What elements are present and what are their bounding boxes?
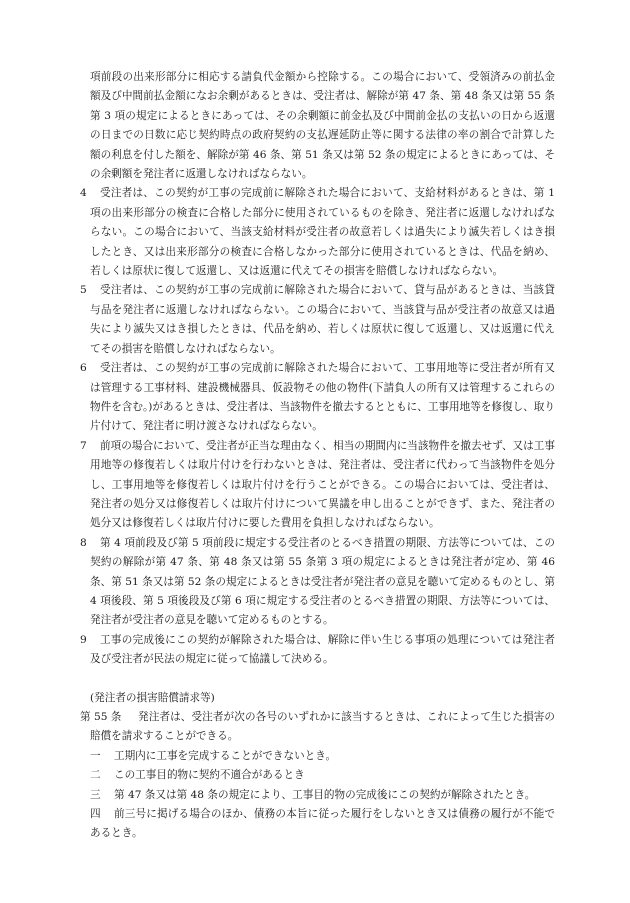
clause-paragraph-6 <box>80 359 555 437</box>
clause-number: 4 <box>80 187 87 200</box>
clause-paragraph-4 <box>80 184 555 281</box>
item-number: 二 <box>90 769 101 782</box>
document-body <box>80 68 555 844</box>
item-number: 四 <box>90 808 101 821</box>
article-number: 第 55 条 <box>80 711 122 723</box>
list-item-2 <box>80 766 555 785</box>
list-item-1 <box>80 747 555 766</box>
clause-text: 受注者は、この契約が工事の完成前に解除された場合において、貸与品があるときは、当該貸与品を発注者に返還しなければならない。この場合において、当該貸与品が受注者の故意又は過失により滅失又はき損したときは、代品を納め、若しくは原状に復して返還し、又は返還に代えてその損害を賠償しなければならない。 <box>90 284 555 355</box>
list-item-3 <box>80 786 555 805</box>
clause-number: 6 <box>80 362 87 375</box>
clause-text: 受注者は、この契約が工事の完成前に解除された場合において、支給材料があるときは、第 1 項の出来形部分の検査に合格した部分に使用されているものを除き、発注者に返還しなければならない。この場合において、当該支給材料が受注者の故意若しくは過失により滅失若しくはき損したとき、又は出来形部分の検査に合格しなかった部分に使用されているときは、代品を納め、若しくは原状に復して返還し、又は返還に代えてその損害を賠償しなければならない。 <box>90 187 555 278</box>
article-55 <box>80 708 555 747</box>
clause-text: 第 4 項前段及び第 5 項前段に規定する受注者のとるべき措置の期限、方法等については、この契約の解除が第 47 条、第 48 条又は第 55 条第 3 項の規定によるときは発注者が定め、第 46 条、第 51 条又は第 52 条の規定によるときは受注者が発注者の意見を聴いて定めるものとし、第 4 項後段、第 5 項後段及び第 6 項に規定する受注者のとるべき措置の期限、方法等については、発注者が受注者の意見を聴いて定めるものとする。 <box>90 536 555 627</box>
article-text: 発注者は、受注者が次の各号のいずれかに該当するときは、これによって生じた損害の賠償を請求することができる。 <box>90 711 555 743</box>
item-text: 第 47 条又は第 48 条の規定により、工事目的物の完成後にこの契約が解除されたとき。 <box>114 788 536 801</box>
clause-text: 前項の場合において、受注者が正当な理由なく、相当の期間内に当該物件を撤去せず、又は工事用地等の修復若しくは取片付けを行わないときは、発注者は、受注者に代わって当該物件を処分し、工事用地等を修復若しくは取片付けを行うことができる。この場合においては、受注者は、発注者の処分又は修復若しくは取片付けについて異議を申し出ることができず、また、発注者の処分又は修復若しくは取片付けに要した費用を負担しなければならない。 <box>90 439 555 530</box>
list-item-4 <box>80 805 555 844</box>
item-number: 三 <box>90 788 101 801</box>
clause-text: 工事の完成後にこの契約が解除された場合は、解除に伴い生じる事項の処理については発注者及び受注者が民法の規定に従って協議して決める。 <box>90 633 555 666</box>
section-heading: (発注者の損害賠償請求等) <box>90 691 215 704</box>
clause-paragraph-7 <box>80 437 555 534</box>
clause-paragraph-9 <box>80 631 555 670</box>
clause-paragraph-5 <box>80 281 555 359</box>
clause-number: 9 <box>80 633 87 646</box>
continuation-paragraph: 項前段の出来形部分に相応する請負代金額から控除する。この場合において、受領済みの前払金額及び中間前払金額になお余剰があるときは、受注者は、解除が第 47 条、第 48 条又は第 55 条第 3 項の規定によるときにあっては、その余剰額に前金払及び中間前金払の支払いの日から返還の日までの日数に応じ契約時点の政府契約の支払遅延防止等に関する法律の率の割合で計算した額の利息を付した額を、解除が第 46 条、第 51 条又は第 52 条の規定によるときにあっては、その余剰額を発注者に返還しなければならない。 <box>90 71 555 181</box>
item-text: 工期内に工事を完成することができないとき。 <box>114 749 337 762</box>
item-text: この工事目的物に契約不適合があるとき <box>114 769 305 782</box>
clause-number: 8 <box>80 536 87 549</box>
clause-text: 受注者は、この契約が工事の完成前に解除された場合において、工事用地等に受注者が所有又は管理する工事材料、建設機械器具、仮設物その他の物件(下請負人の所有又は管理するこれらの物件を含む。)があるときは、受注者は、当該物件を撤去するとともに、工事用地等を修復し、取り片付けて、発注者に明け渡さなければならない。 <box>90 362 555 433</box>
item-text: 前三号に掲げる場合のほか、債務の本旨に従った履行をしないとき又は債務の履行が不能であるとき。 <box>90 808 555 840</box>
clause-number: 7 <box>80 439 87 452</box>
clause-number: 5 <box>80 284 87 297</box>
clause-paragraph-8 <box>80 534 555 631</box>
item-number: 一 <box>90 749 101 762</box>
